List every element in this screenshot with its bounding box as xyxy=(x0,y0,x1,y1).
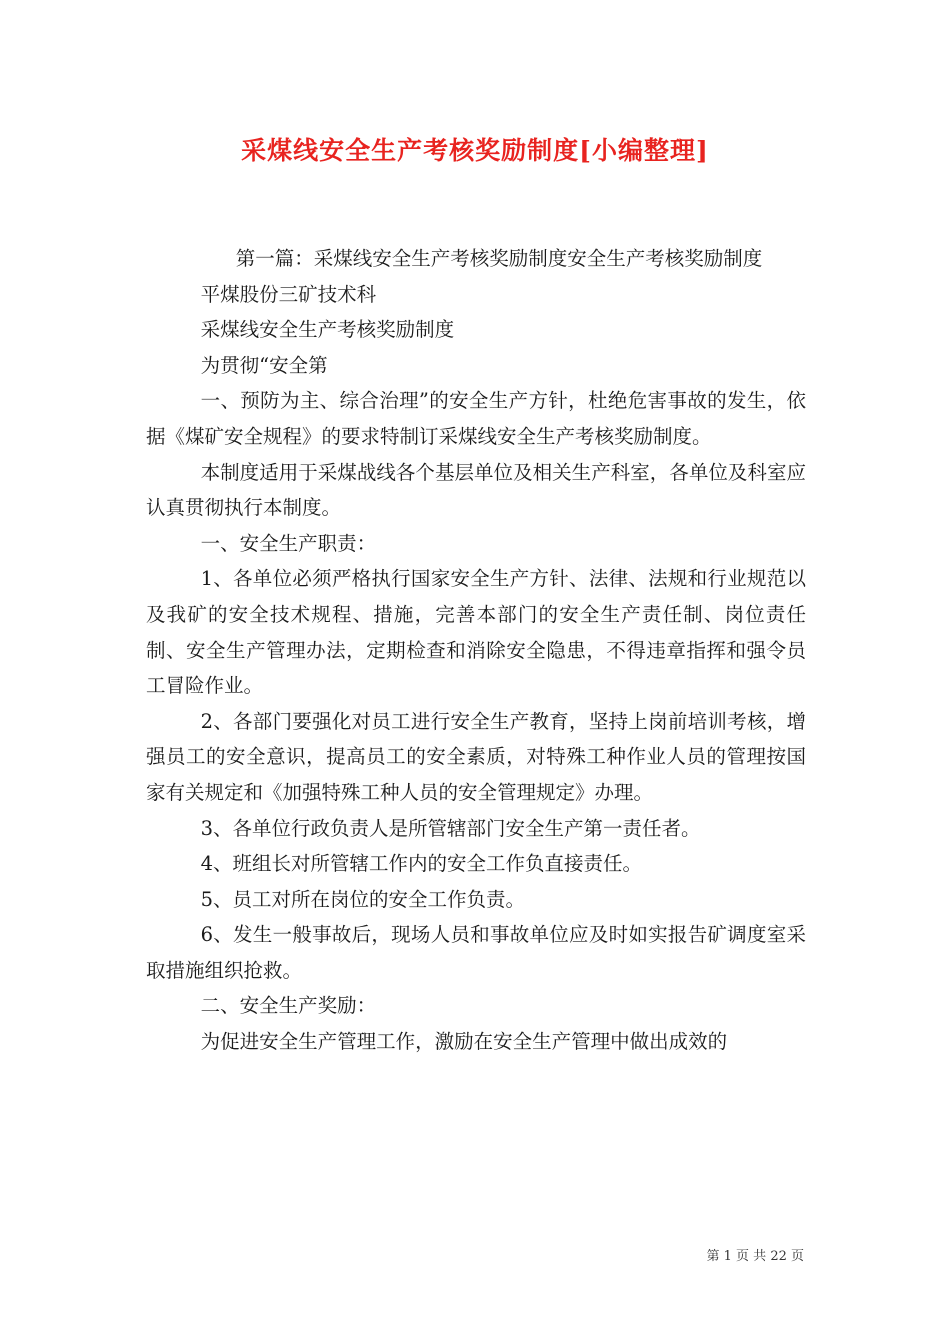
paragraph-subtitle: 采煤线安全生产考核奖励制度 xyxy=(200,318,455,342)
list-item-duty-6: 6、发生一般事故后，现场人员和事故单位应及时如实报告矿调度室采取措施组织抢救。 xyxy=(146,923,806,982)
paragraph-chapter-heading: 第一篇：采煤线安全生产考核奖励制度安全生产考核奖励制度 xyxy=(235,247,763,270)
paragraph-scope: 本制度适用于采煤战线各个基层单位及相关生产科室，各单位及科室应认真贯彻执行本制度。 xyxy=(146,460,806,520)
list-item-duty-1: 1、各单位必须严格执行国家安全生产方针、法律、法规和行业规范以及我矿的安全技术规程、措施，完善本部门的安全生产责任制、岗位责任制、安全生产管理办法，定期检查和消除安全隐患，不得违章指挥和强令员工冒险作业。 xyxy=(146,567,806,698)
section-heading-rewards: 二、安全生产奖励： xyxy=(200,994,377,1018)
page-number-footer: 第 1 页 共 22 页 xyxy=(706,1249,804,1264)
section-heading-duties: 一、安全生产职责： xyxy=(200,531,377,555)
list-item-duty-2: 2、各部门要强化对员工进行安全生产教育，坚持上岗前培训考核，增强员工的安全意识，提高员工的安全素质，对特殊工种作业人员的管理按国家有关规定和《加强特殊工种人员的安全管理规定》办理。 xyxy=(146,709,806,804)
list-item-duty-5: 5、员工对所在岗位的安全工作负责。 xyxy=(200,887,526,911)
paragraph-intro-fragment: 为贯彻“安全第 xyxy=(200,353,328,377)
paragraph-rewards-intro: 为促进安全生产管理工作，激励在安全生产管理中做出成效的 xyxy=(200,1030,728,1054)
document-body xyxy=(146,241,806,1060)
document-title: 采煤线安全生产考核奖励制度[小编整理] xyxy=(241,136,709,165)
list-item-duty-3: 3、各单位行政负责人是所管辖部门安全生产第一责任者。 xyxy=(200,816,701,840)
list-item-duty-4: 4、班组长对所管辖工作内的安全工作负直接责任。 xyxy=(200,852,643,876)
paragraph-purpose: 一、预防为主、综合治理”的安全生产方针，杜绝危害事故的发生，依据《煤矿安全规程》的要求特制订采煤线安全生产考核奖励制度。 xyxy=(146,389,806,448)
paragraph-department: 平煤股份三矿技术科 xyxy=(200,282,377,306)
